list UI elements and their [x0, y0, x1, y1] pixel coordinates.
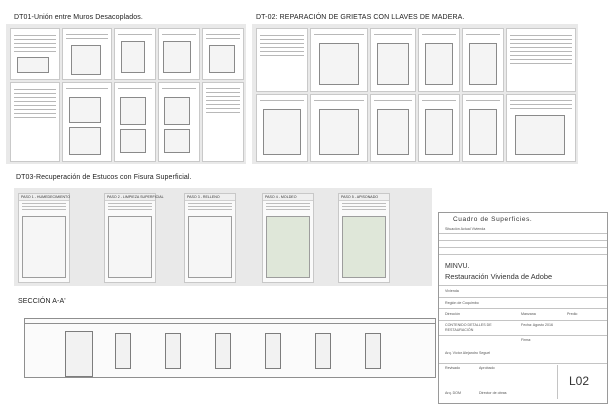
dt01-card — [114, 28, 156, 80]
field-manzana: Manzana — [521, 312, 536, 316]
project-title: Restauración Vivienda de Adobe — [445, 272, 553, 281]
dt02-card — [418, 94, 460, 162]
step-label: PASO 1 - HUMEDECIMIENTO — [21, 195, 70, 199]
dt01-card — [62, 28, 112, 80]
dt02-title: DT-02: REPARACIÓN DE GRIETAS CON LLAVES DE MADERA. — [256, 14, 465, 21]
field-predio: Predio — [567, 312, 578, 316]
dt02-card — [506, 94, 576, 162]
dt03-step-5 — [338, 193, 390, 283]
section-drawing — [24, 318, 436, 378]
facade-window — [215, 333, 231, 369]
dt01-card — [202, 28, 244, 80]
facade-window — [315, 333, 331, 369]
field-contenido: CONTENIDO DETALLES DE RESTAURACIÓN — [445, 323, 492, 332]
dt01-card — [114, 82, 156, 162]
step-label: PASO 4 - MOLDEO — [263, 194, 313, 201]
dt01-card — [10, 82, 60, 162]
facade-cornice — [25, 323, 435, 324]
sheet-number: L02 — [569, 374, 590, 388]
field-propietario: Vivienda — [445, 289, 459, 293]
facade-window — [365, 333, 381, 369]
dt03-step-4 — [262, 193, 314, 283]
field-region: Región de Coquimbo — [445, 301, 479, 305]
cuadro-title: Cuadro de Superficies. — [453, 216, 533, 223]
field-firma: Firma: — [521, 338, 532, 342]
facade-window — [115, 333, 131, 369]
field-revisado: Revisado — [445, 366, 460, 370]
dt01-card — [158, 82, 200, 162]
field-director: Director de obras — [479, 391, 507, 395]
situacion-label: Situación Actual Vivienda — [445, 227, 486, 231]
dt02-card — [310, 28, 368, 92]
dt03-step-3 — [184, 193, 236, 283]
dt02-card — [310, 94, 368, 162]
dt02-card — [256, 94, 308, 162]
facade-window — [265, 333, 281, 369]
facade-door — [65, 331, 93, 377]
step-label: PASO 5 - APISONADO — [339, 194, 389, 201]
step-label: PASO 3 - RELLENO — [185, 194, 235, 201]
dt01-card — [10, 28, 60, 80]
step-label: PASO 2 - LIMPIEZA SUPERFICIAL — [107, 195, 164, 199]
dt01-card — [202, 82, 244, 162]
facade-window — [165, 333, 181, 369]
dt02-card — [462, 94, 504, 162]
dt02-card — [256, 28, 308, 92]
dt02-card — [506, 28, 576, 92]
dt03-title: DT03-Recuperación de Estucos con Fisura Superficial. — [16, 174, 192, 181]
title-block — [438, 212, 608, 404]
dt02-card — [370, 28, 416, 92]
dt02-card — [370, 94, 416, 162]
seccion-title: SECCIÓN A-A' — [18, 298, 66, 305]
field-aprobado: Aprobado — [479, 366, 495, 370]
dt02-card — [418, 28, 460, 92]
dt03-step-2 — [104, 193, 164, 283]
field-direccion: Dirección — [445, 312, 460, 316]
field-fecha: Fecha: Agosto 2016 — [521, 323, 553, 327]
dt02-card — [462, 28, 504, 92]
dt01-title: DT01-Unión entre Muros Desacoplados. — [14, 14, 143, 21]
dt01-card — [62, 82, 112, 162]
field-arquitecto: Arq. Víctor Alejandro Seguel — [445, 351, 491, 355]
dt01-card — [158, 28, 200, 80]
field-arq: Arq. DOM — [445, 391, 461, 395]
dt03-step-1 — [18, 193, 70, 283]
project-short: MINVU. — [445, 263, 470, 270]
